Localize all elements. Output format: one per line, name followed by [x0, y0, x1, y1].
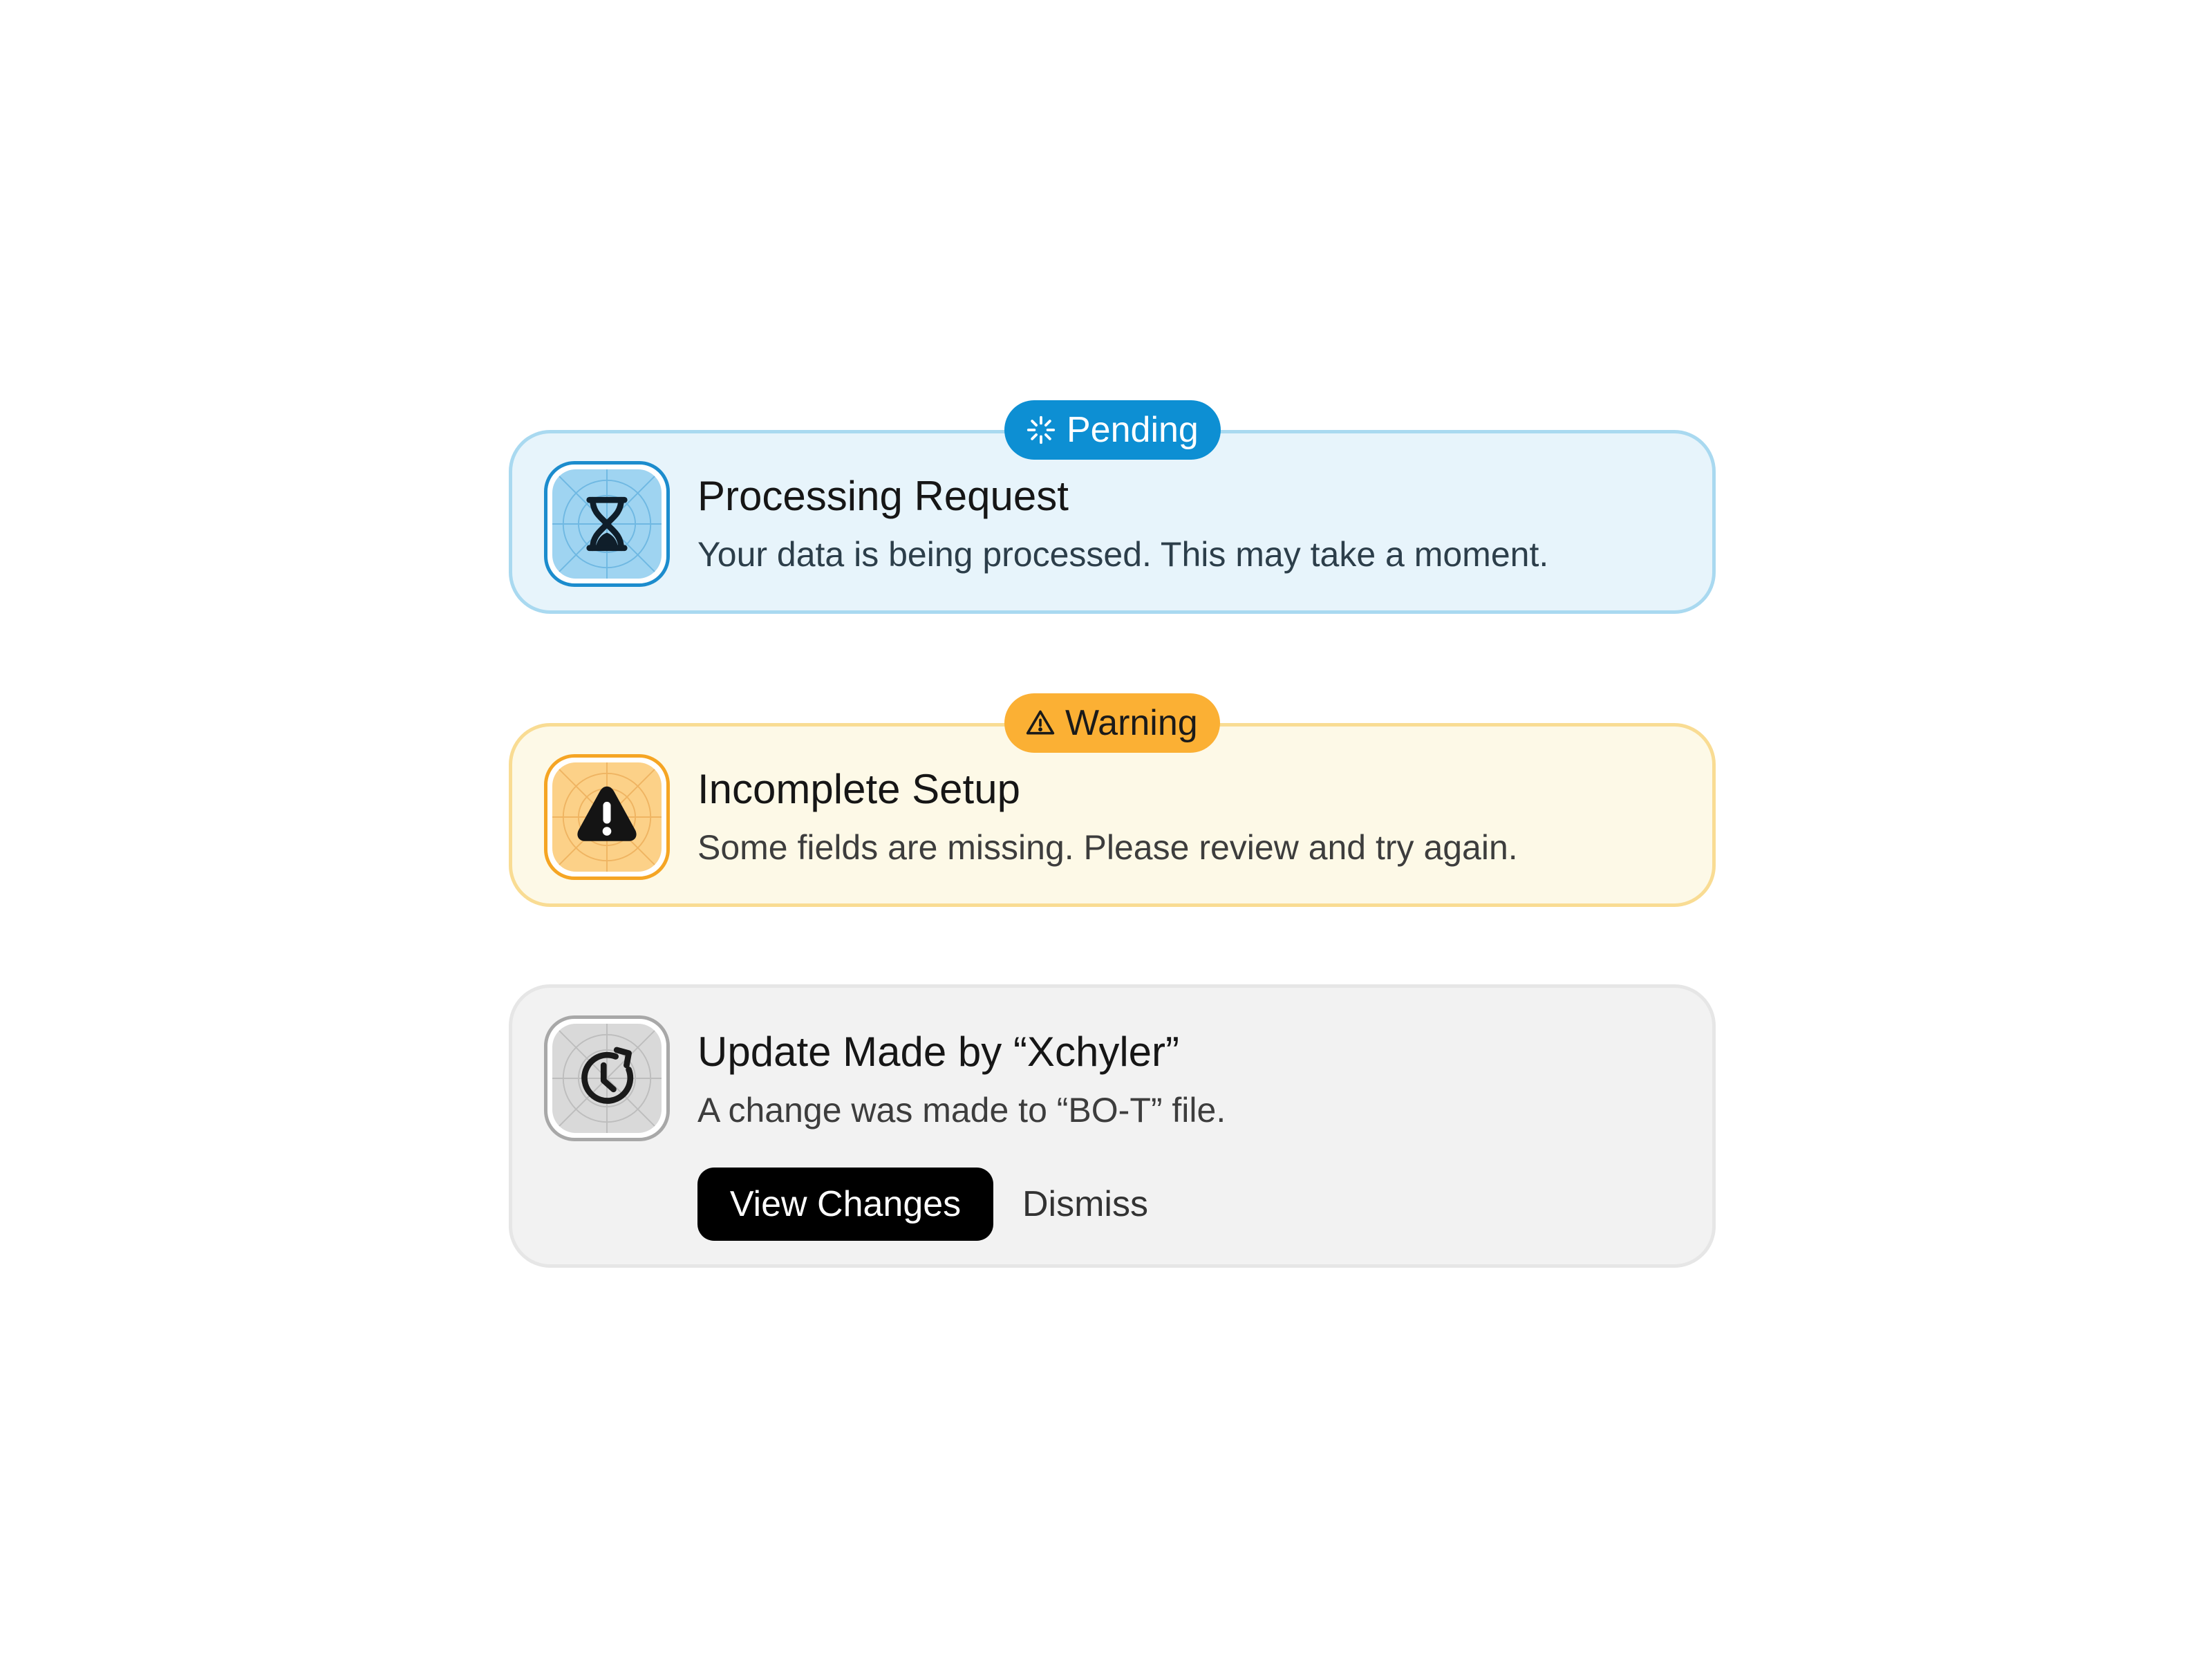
warning-triangle-icon	[1025, 708, 1056, 738]
notification-title: Update Made by “Xchyler”	[697, 1029, 1179, 1075]
dismiss-button[interactable]: Dismiss	[1022, 1168, 1148, 1241]
pending-status-badge	[1004, 400, 1221, 460]
warning-status-badge	[1004, 693, 1220, 753]
notification-description: A change was made to “BO-T” file.	[697, 1091, 1226, 1130]
hourglass-icon	[552, 469, 662, 579]
clock-refresh-icon-tile	[544, 1015, 670, 1141]
notification-title: Incomplete Setup	[697, 766, 1020, 812]
warning-badge-label: Warning	[1065, 703, 1198, 743]
hourglass-icon-tile	[544, 461, 670, 587]
view-changes-button[interactable]: View Changes	[697, 1168, 993, 1241]
notification-description: Some fields are missing. Please review and try again.	[697, 828, 1518, 867]
spinner-icon	[1025, 414, 1057, 446]
warning-icon-tile	[544, 754, 670, 880]
warning-triangle-icon	[552, 762, 662, 872]
clock-refresh-icon	[552, 1024, 662, 1133]
notification-description: Your data is being processed. This may take a moment.	[697, 535, 1549, 574]
notification-title: Processing Request	[697, 473, 1069, 519]
warning-notification-card	[509, 703, 1716, 907]
pending-badge-label: Pending	[1067, 410, 1199, 450]
update-notification-card	[509, 984, 1716, 1268]
pending-notification-card	[509, 410, 1716, 614]
